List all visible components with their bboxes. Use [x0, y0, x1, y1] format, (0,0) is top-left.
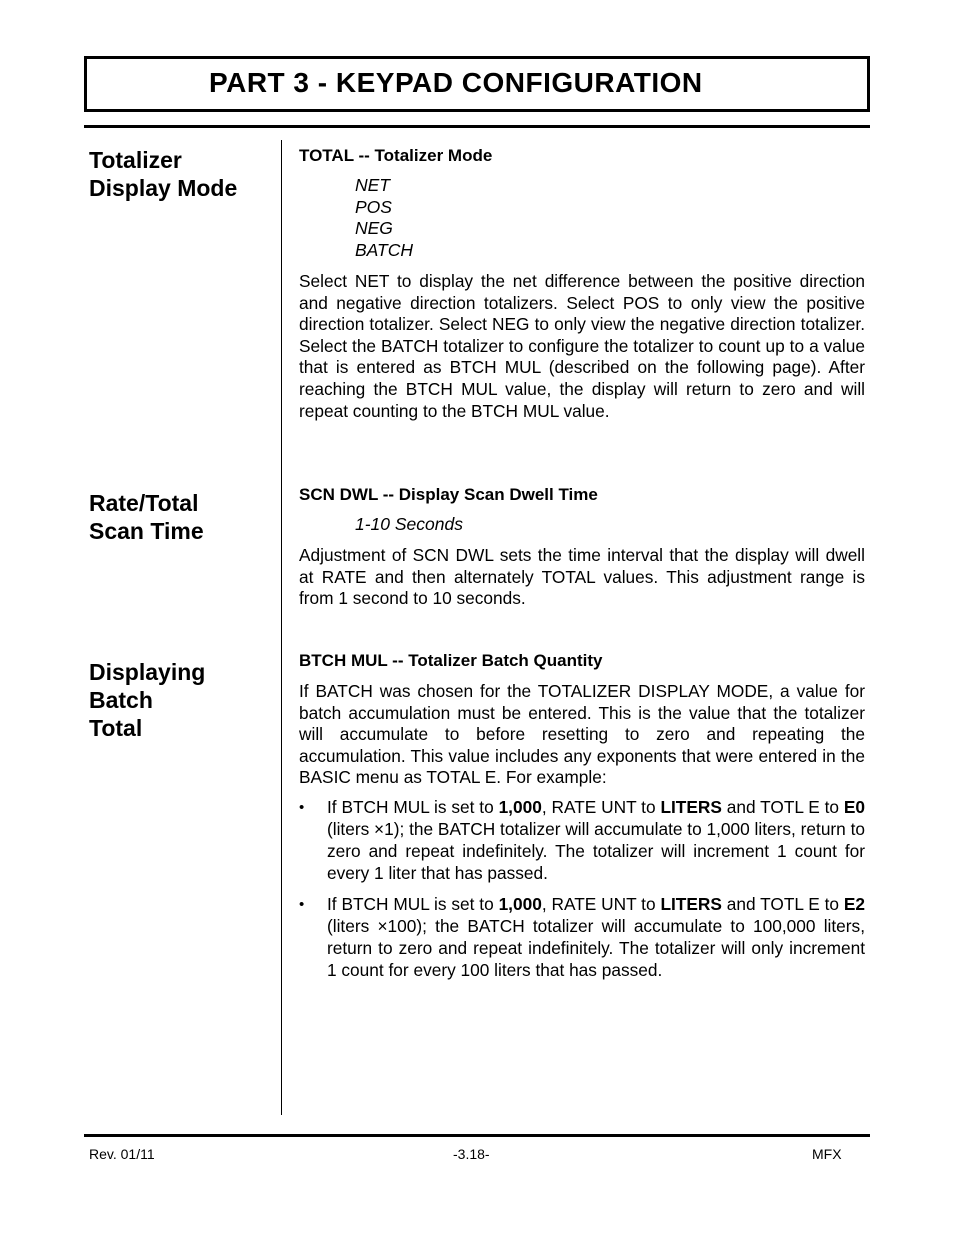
paragraph-batch: If BATCH was chosen for the TOTALIZER DISPLAY MODE, a value for batch accumulation must be entered. This is the value that the totalizer will accumulate to before resetting to zero and repeating the accumulation. This value includes any exponents that were entered in the BASIC menu as TOTAL E. For example: [299, 681, 865, 788]
bullet-item [299, 797, 865, 885]
paragraph-total: Select NET to display the net difference between the positive direction and negative direction totalizers. Select POS to only view the positive direction totalizer. Select NEG to only view the negative direction totalizer. Select the BATCH totalizer to configure the totalizer to count up to a value that is entered as BTCH MUL (described on the following page). After reaching the BTCH MUL value, the display will return to zero and will repeat counting to the BTCH MUL value. [299, 271, 865, 421]
side-heading-line: Rate/Total [89, 490, 199, 516]
bullet-text: If BTCH MUL is set to 1,000, RATE UNT to LITERS and TOTL E to E2 (liters ×100); the BATCH totalizer will accumulate to 100,000 liters, return to zero and repeat indefinitely. The totalizer will only increment 1 count for every 100 liters that has passed. [327, 894, 865, 980]
top-rule [84, 125, 870, 128]
bullet-item [299, 894, 865, 982]
side-heading-line: Scan Time [89, 518, 204, 544]
paragraph-scan: Adjustment of SCN DWL sets the time interval that the display will dwell at RATE and then alternately TOTAL values. This adjustment range is from 1 second to 10 seconds. [299, 545, 865, 609]
option-item: POS [355, 196, 392, 217]
heading-batch-mul: BTCH MUL -- Totalizer Batch Quantity [299, 651, 603, 670]
side-heading-line: Displaying [89, 659, 206, 685]
side-heading-line: Display Mode [89, 175, 238, 201]
option-scan-dwell: 1-10 Seconds [355, 514, 463, 534]
heading-scan-dwell: SCN DWL -- Display Scan Dwell Time [299, 485, 598, 504]
bottom-rule [84, 1134, 870, 1137]
side-heading-line: Totalizer [89, 147, 182, 173]
option-item: NEG [355, 218, 393, 238]
options-total [355, 175, 413, 261]
option-item: BATCH [355, 239, 414, 260]
side-heading-line: Total [89, 715, 143, 741]
side-heading-totalizer [89, 146, 237, 202]
side-heading-batch [89, 658, 205, 742]
bullet-dot: • [299, 896, 305, 913]
side-heading-scan [89, 489, 204, 545]
column-divider [281, 140, 282, 1115]
heading-total: TOTAL -- Totalizer Mode [299, 146, 493, 165]
title-box [84, 56, 870, 112]
footer-page-number: -3.18- [453, 1146, 490, 1162]
option-item: NET [355, 175, 390, 195]
bullet-dot: • [299, 799, 305, 816]
footer-product: MFX [812, 1146, 842, 1162]
side-heading-line: Batch [89, 687, 153, 713]
bullet-text: If BTCH MUL is set to 1,000, RATE UNT to LITERS and TOTL E to E0 (liters ×1); the BATCH totalizer will accumulate to 1,000 liters, return to zero and repeat indefinitely. The totalizer will increment 1 count for every 1 liter that has passed. [327, 797, 866, 883]
footer-revision: Rev. 01/11 [89, 1146, 155, 1162]
page-title: PART 3 - KEYPAD CONFIGURATION [209, 67, 703, 98]
